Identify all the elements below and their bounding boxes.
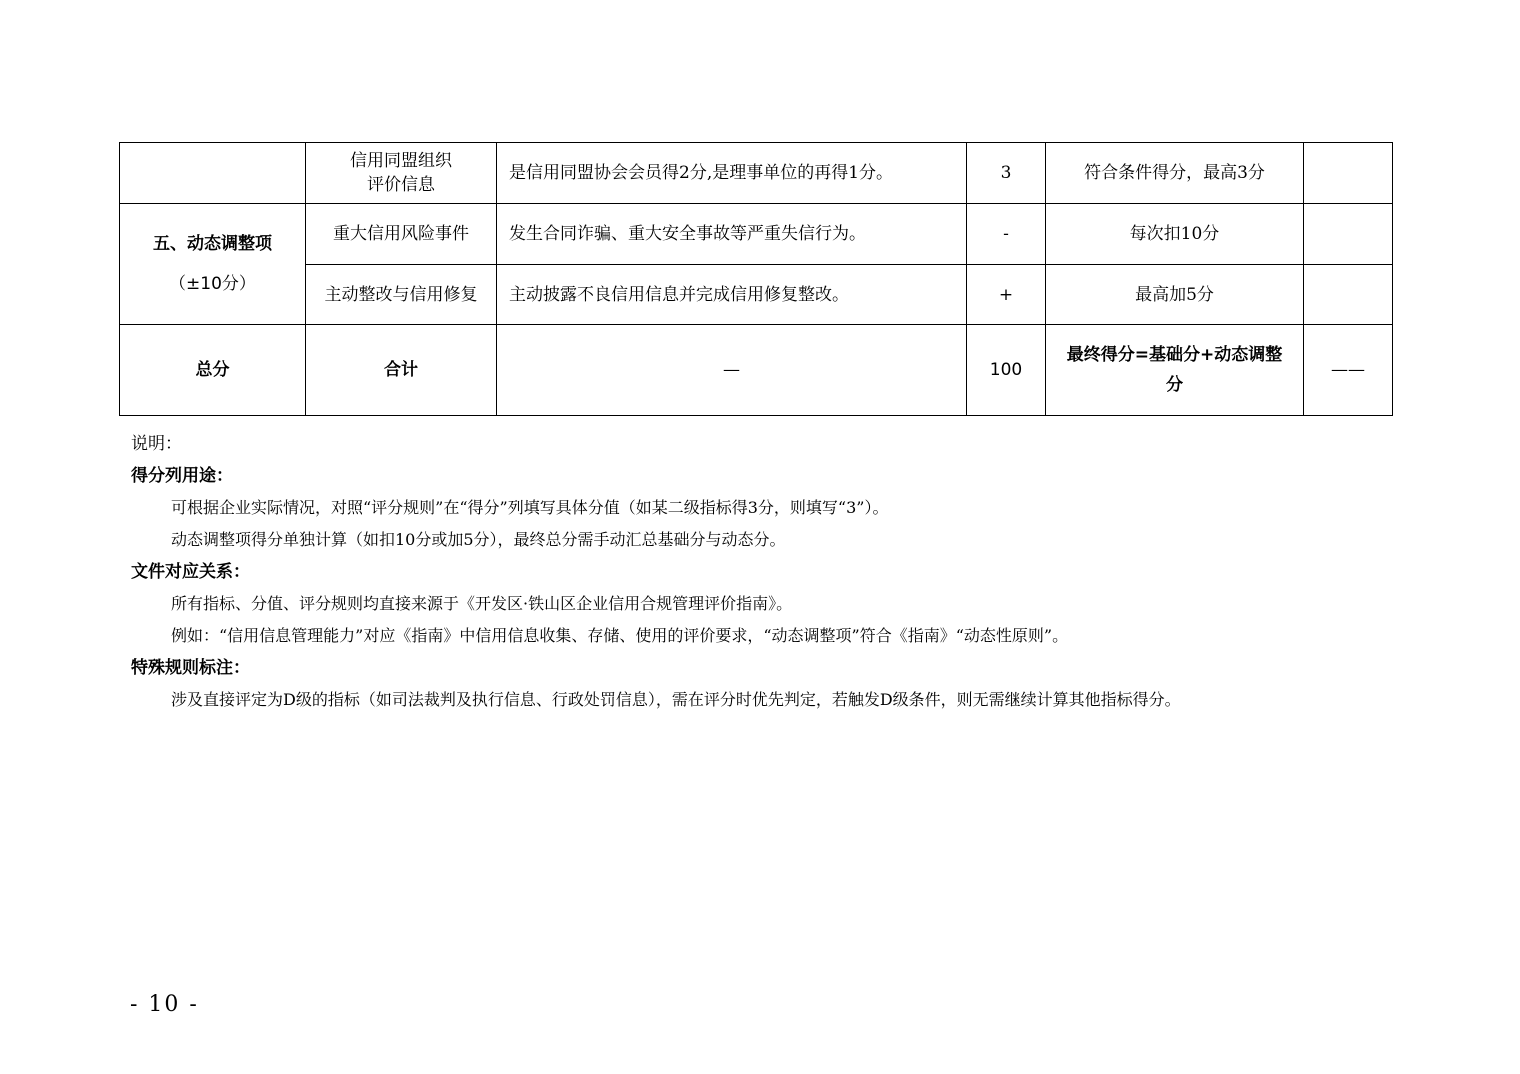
points-cell: + — [967, 265, 1046, 325]
indicator-cell: 信用同盟组织 评价信息 — [306, 143, 497, 204]
notes-paragraph: 所有指标、分值、评分规则均直接来源于《开发区·铁山区企业信用合规管理评价指南》。 — [171, 594, 793, 613]
table-row — [120, 265, 1393, 325]
notes-paragraph: 涉及直接评定为D级的指标（如司法裁判及执行信息、行政处罚信息），需在评分时优先判定，若触发D级条件，则无需继续计算其他指标得分。 — [171, 690, 1181, 709]
notes-heading: 得分列用途： — [131, 466, 233, 486]
notes-paragraph: 例如：“信用信息管理能力”对应《指南》中信用信息收集、存储、使用的评价要求，“动态调整项”符合《指南》“动态性原则”。 — [171, 626, 1069, 645]
table-row — [120, 143, 1393, 204]
notes-paragraph: 动态调整项得分单独计算（如扣10分或加5分），最终总分需手动汇总基础分与动态分。 — [171, 530, 786, 549]
scoring-cell: 每次扣10分 — [1046, 204, 1304, 265]
points-cell: 100 — [967, 325, 1046, 416]
category-cell — [120, 143, 306, 204]
score-cell[interactable] — [1304, 143, 1393, 204]
rule-cell: 是信用同盟协会会员得2分,是理事单位的再得1分。 — [497, 143, 967, 204]
score-cell[interactable]: —— — [1304, 325, 1393, 416]
scoring-cell: 最高加5分 — [1046, 265, 1304, 325]
table-row — [120, 204, 1393, 265]
scoring-cell: 最终得分=基础分+动态调整分 — [1046, 325, 1304, 416]
points-cell: - — [967, 204, 1046, 265]
indicator-cell: 合计 — [306, 325, 497, 416]
category-cell — [120, 204, 306, 325]
scoring-table — [119, 142, 1393, 416]
points-cell: 3 — [967, 143, 1046, 204]
rule-cell: — — [497, 325, 967, 416]
notes-section — [131, 428, 1393, 722]
notes-heading: 特殊规则标注： — [131, 658, 250, 678]
notes-title: 说明： — [131, 434, 182, 454]
page-number: - 10 - — [130, 992, 199, 1017]
indicator-cell: 重大信用风险事件 — [306, 204, 497, 265]
table-row — [120, 325, 1393, 416]
category-points: （±10分） — [169, 274, 256, 294]
notes-heading: 文件对应关系： — [131, 562, 250, 582]
score-cell[interactable] — [1304, 204, 1393, 265]
category-title: 五、动态调整项 — [153, 234, 272, 254]
scoring-cell: 符合条件得分，最高3分 — [1046, 143, 1304, 204]
total-label-cell: 总分 — [120, 325, 306, 416]
rule-cell: 发生合同诈骗、重大安全事故等严重失信行为。 — [497, 204, 967, 265]
indicator-cell: 主动整改与信用修复 — [306, 265, 497, 325]
notes-paragraph: 可根据企业实际情况，对照“评分规则”在“得分”列填写具体分值（如某二级指标得3分，则填写“3”）。 — [171, 498, 889, 517]
rule-cell: 主动披露不良信用信息并完成信用修复整改。 — [497, 265, 967, 325]
score-cell[interactable] — [1304, 265, 1393, 325]
